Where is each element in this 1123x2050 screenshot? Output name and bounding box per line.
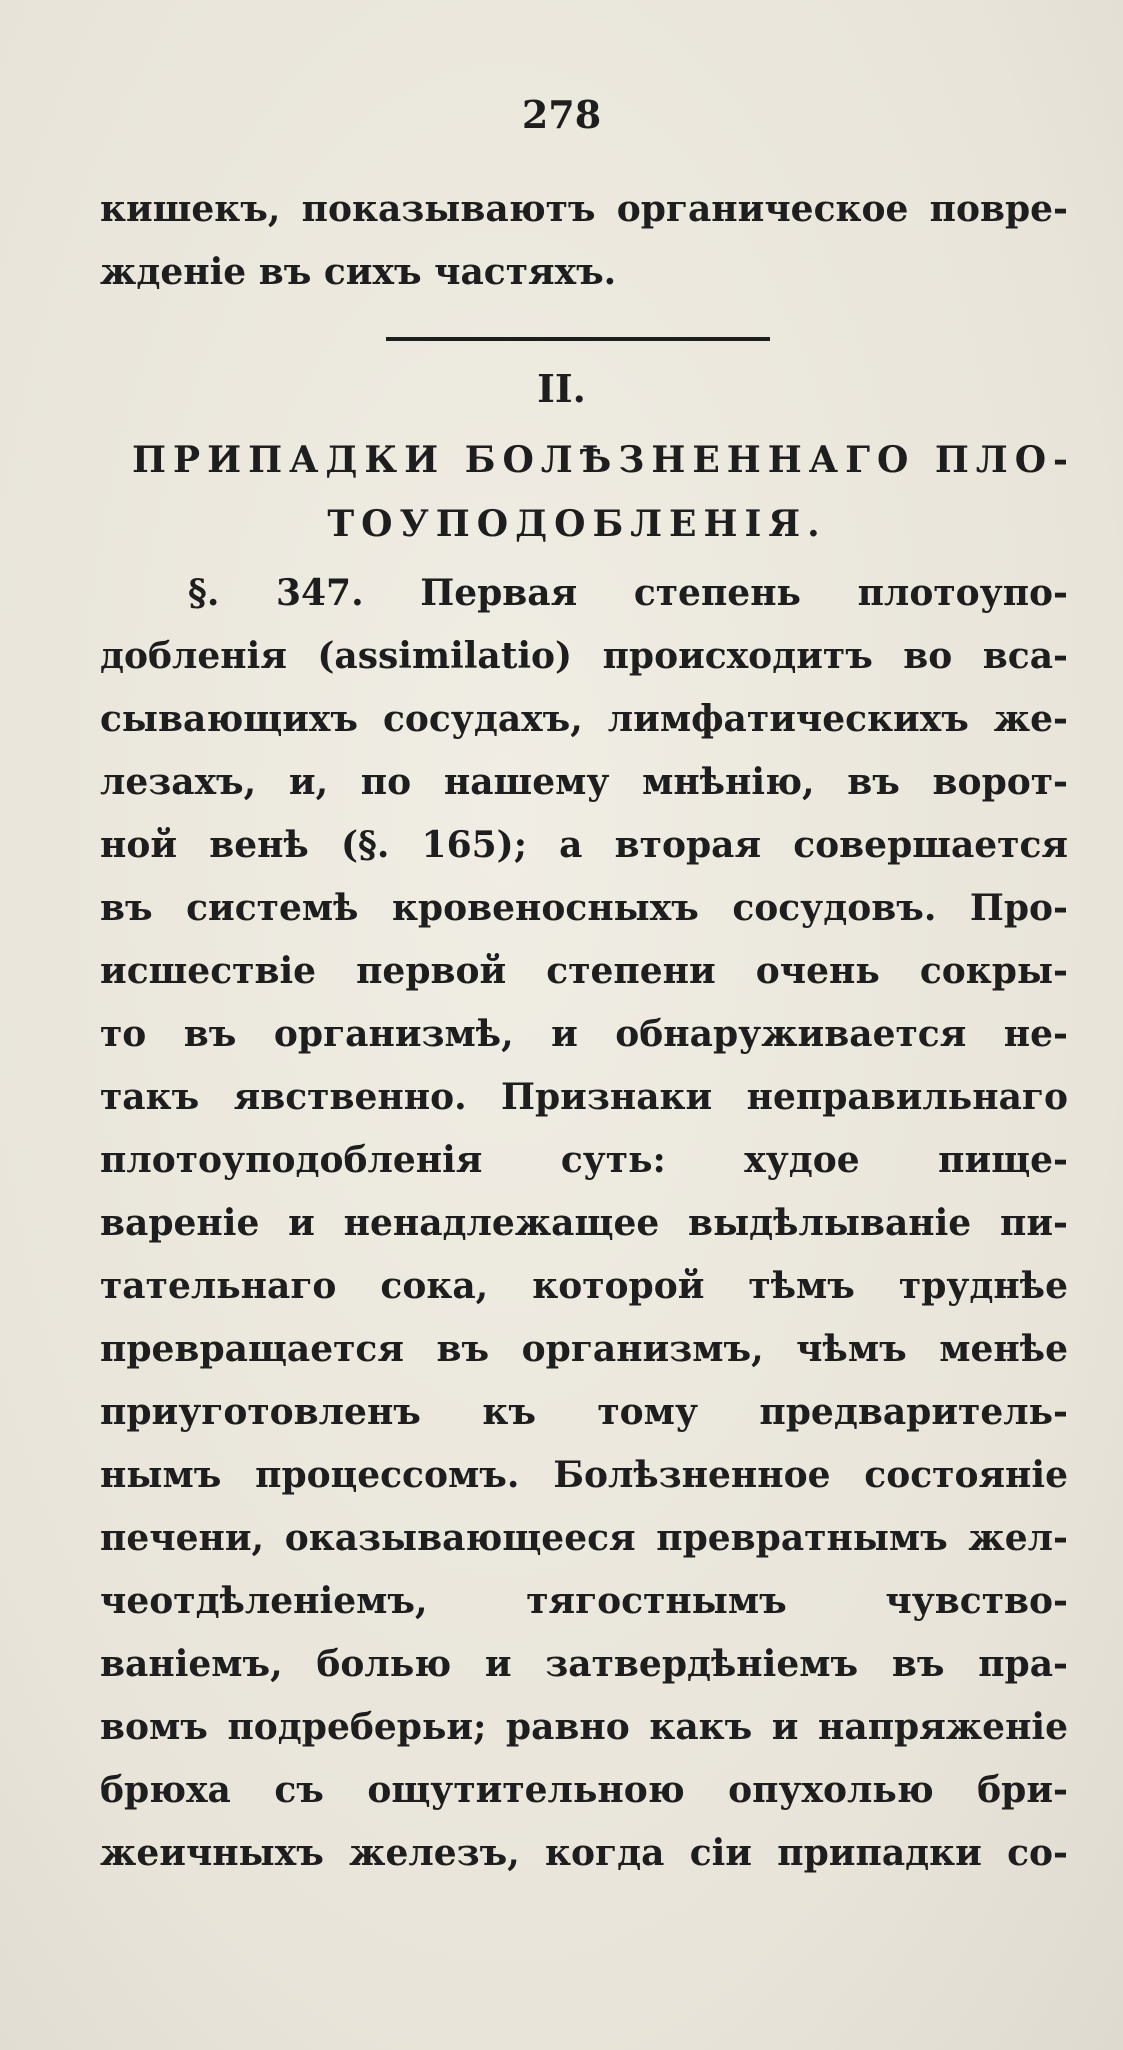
heading-line: ПРИПАДКИ БОЛѢЗНЕННАГО ПЛО-: [132, 439, 1075, 481]
section-heading: [132, 428, 1075, 556]
text-line: вареніе и ненадлежащее выдѣлываніе пи-: [100, 1202, 1068, 1244]
text-line: такъ явственно. Признаки неправильнаго: [100, 1076, 1068, 1118]
text-line: брюха съ ощутительною опухолью бри-: [100, 1769, 1068, 1811]
text-line: кишекъ, показываютъ органическое повре-: [100, 188, 1068, 230]
text-line: §. 347. Первая степень плотоупо-: [188, 572, 1068, 614]
text-line: жденіе въ сихъ частяхъ.: [100, 251, 617, 293]
section-number: II.: [537, 366, 586, 411]
continuation-text: [100, 178, 1068, 304]
text-line: вомъ подреберьи; равно какъ и напряженіе: [100, 1706, 1068, 1748]
text-line: жеичныхъ железъ, когда сіи припадки со-: [100, 1832, 1068, 1874]
text-line: сывающихъ сосудахъ, лимфатическихъ же-: [100, 698, 1068, 740]
text-line: лезахъ, и, по нашему мнѣнію, въ ворот-: [100, 761, 1068, 803]
text-line: ваніемъ, болью и затвердѣніемъ въ пра-: [100, 1643, 1068, 1685]
text-line: исшествіе первой степени очень сокры-: [100, 950, 1068, 992]
paragraph-347: [100, 562, 1068, 1885]
text-line: тательнаго сока, которой тѣмъ труднѣе: [100, 1265, 1068, 1307]
text-line: плотоуподобленія суть: худое пище-: [100, 1139, 1068, 1181]
text-line: нымъ процессомъ. Болѣзненное состояніе: [100, 1454, 1068, 1496]
text-line: въ системѣ кровеносныхъ сосудовъ. Про-: [100, 887, 1068, 929]
page-number: 278: [521, 92, 602, 137]
text-line: печени, оказывающееся превратнымъ жел-: [100, 1517, 1068, 1559]
text-line: чеотдѣленіемъ, тягостнымъ чувство-: [100, 1580, 1068, 1622]
text-line: приуготовленъ къ тому предваритель-: [100, 1391, 1068, 1433]
text-line: то въ организмѣ, и обнаруживается не-: [100, 1013, 1068, 1055]
text-line: превращается въ организмъ, чѣмъ менѣе: [100, 1328, 1068, 1370]
text-line: ной венѣ (§. 165); а вторая совершается: [100, 824, 1068, 866]
section-divider: [386, 337, 770, 341]
heading-line: ТОУПОДОБЛЕНІЯ.: [327, 503, 827, 545]
text-line: добленія (assimilatio) происходитъ во вса-: [100, 635, 1068, 677]
